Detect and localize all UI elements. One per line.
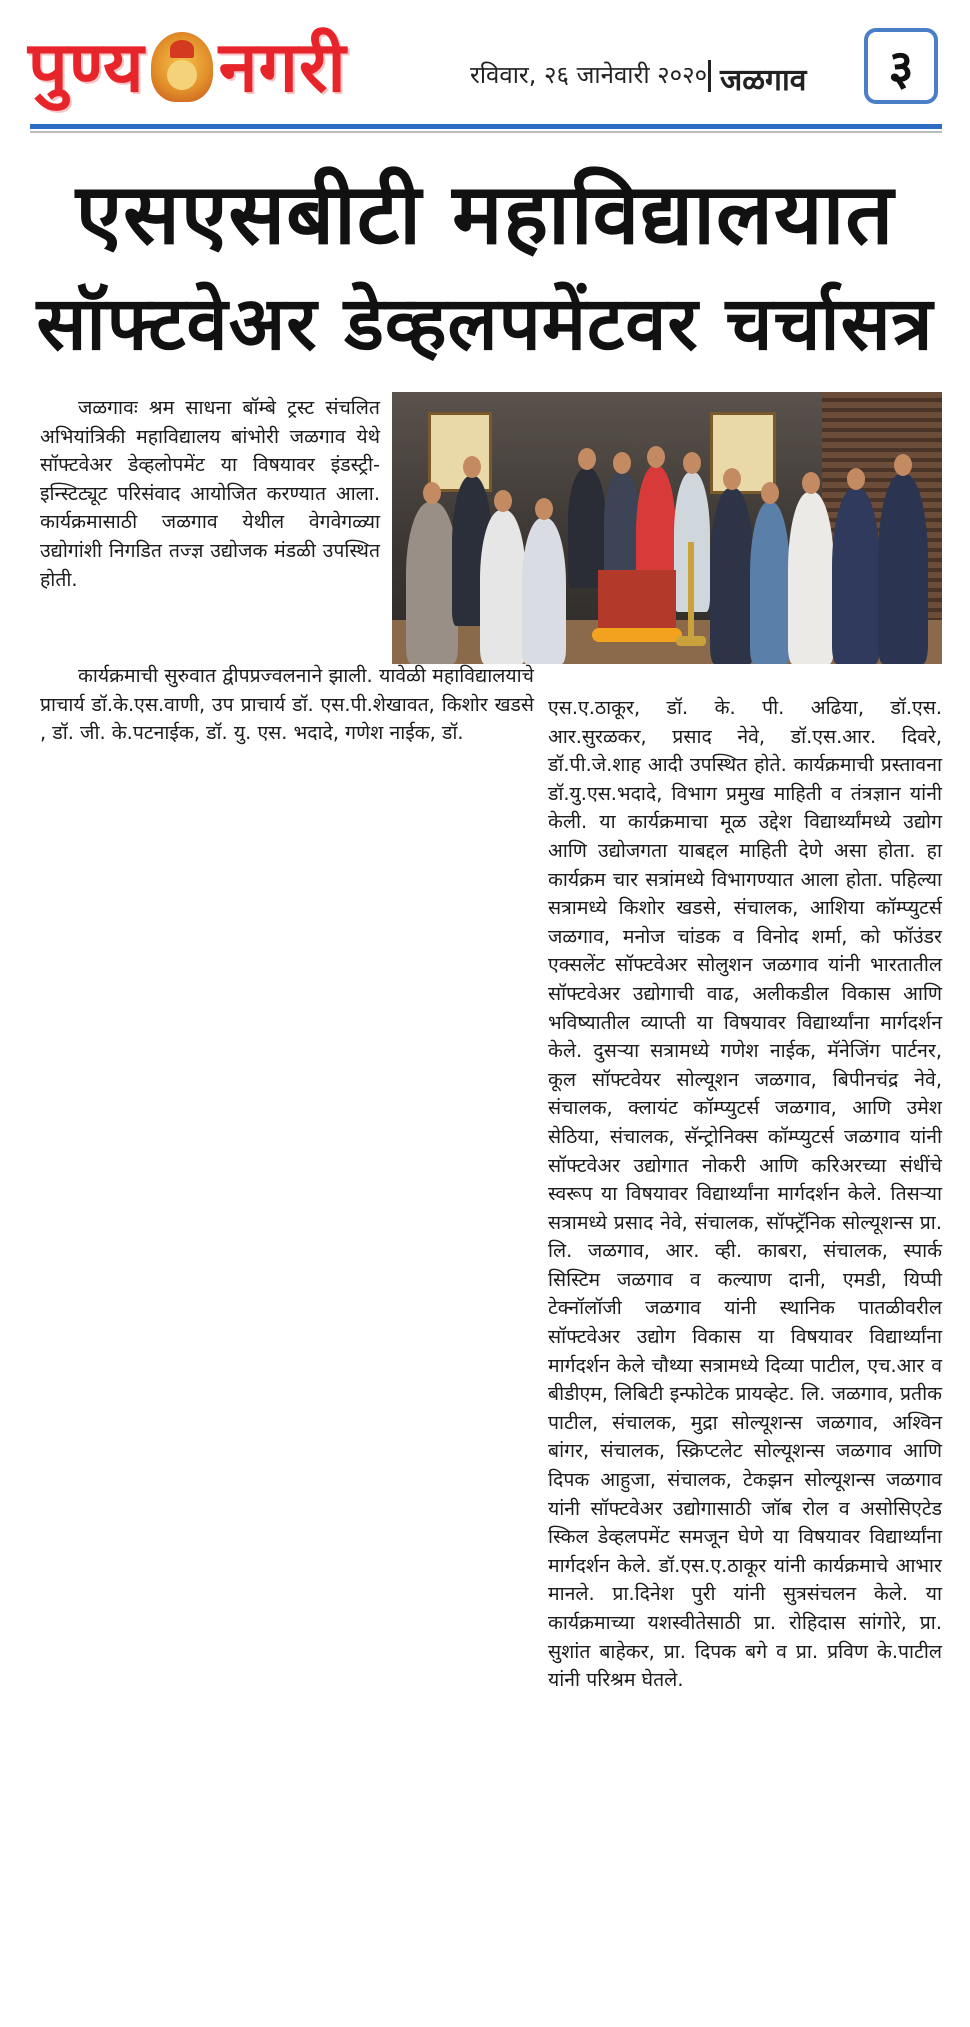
photo-person-head	[723, 468, 741, 490]
logo-text-left: पुण्य	[28, 26, 145, 108]
photo-person-head	[647, 446, 665, 468]
photo-person-head	[535, 498, 553, 520]
photo-person	[750, 502, 790, 664]
article-column-left-top	[40, 394, 380, 594]
newspaper-logo	[28, 22, 347, 112]
photo-person	[788, 492, 834, 664]
masthead	[0, 0, 970, 132]
photo-person-head	[683, 452, 701, 474]
group-photo	[392, 392, 942, 664]
header-rule	[30, 124, 942, 129]
header-rule-thin	[30, 131, 942, 133]
article-paragraph-2: कार्यक्रमाची सुरुवात द्वीपप्रज्वलनाने झाली. यावेळी महाविद्यालयाचे प्राचार्य डॉ.के.एस.वाणी, उप प्राचार्य डॉ. एस.पी.शेखावत, किशोर खडसे , डॉ. जी. के.पटनाईक, डॉ. यु. एस. भदादे, गणेश नाईक, डॉ.	[40, 664, 534, 745]
edition-name: जळगाव	[720, 63, 807, 98]
page-number: ३	[864, 28, 938, 104]
photo-person-head	[578, 448, 596, 470]
dateline: रविवार, २६ जानेवारी २०२०	[470, 61, 708, 89]
article-column-right	[548, 694, 942, 1695]
article-paragraph-2-continued: एस.ए.ठाकूर, डॉ. के. पी. अढिया, डॉ.एस. आर.सुरळकर, प्रसाद नेवे, डॉ.एस.आर. दिवरे, डॉ.पी.जे.शाह आदी उपस्थित होते. कार्यक्रमाची प्रस्तावना डॉ.यु.एस.भदादे, विभाग प्रमुख माहिती व तंत्रज्ञान यांनी केली. या कार्यक्रमाचा मूळ उद्देश विद्यार्थ्यांमध्ये उद्योग आणि उद्योजगता याबद्दल माहिती देणे असा होता. हा कार्यक्रम चार सत्रांमध्ये विभागण्यात आला होता. पहिल्या सत्रामध्ये किशोर खडसे, संचालक, आशिया कॉम्प्युटर्स जळगाव, मनोज चांडक व विनोद शर्मा, को फॉउंडर एक्सलेंट सॉफ्टवेअर सोलुशन जळगाव यांनी भारतातील सॉफ्टवेअर उद्योगाची वाढ, अलीकडील विकास आणि भविष्यातील व्याप्ती या विषयावर विद्यार्थ्यांना मार्गदर्शन केले. दुसऱ्या सत्रामध्ये गणेश नाईक, मॅनेजिंग पार्टनर, कूल सॉफ्टवेयर सोल्यूशन जळगाव, बिपीनचंद्र नेवे, संचालक, क्लायंट कॉम्प्युटर्स जळगाव, आणि उमेश सेठिया, संचालक, सॅन्ट्रोनिक्स कॉम्प्युटर्स जळगाव यांनी सॉफ्टवेअर उद्योगात नोकरी आणि करिअरच्या संधींचे स्वरूप या विषयावर विद्यार्थ्यांना मार्गदर्शन केले. तिसऱ्या सत्रामध्ये प्रसाद नेवे, संचालक, सॉफ्ट्रॅनिक सोल्यूशन्स प्रा. लि. जळगाव, आर. व्ही. काबरा, संचालक, स्पार्क सिस्टिम जळगाव व कल्याण दानी, एमडी, यिप्पी टेक्नॉलॉजी जळगाव यांनी स्थानिक पातळीवरील सॉफ्टवेअर उद्योग विकास या विषयावर विद्यार्थ्यांना मार्गदर्शन केले चौथ्या सत्रामध्ये दिव्या पाटील, एच.आर व बीडीएम, लिबिटी इन्फोटेक प्रायव्हेट. लि. जळगाव, प्रतीक पाटील, संचालक, मुद्रा सोल्यूशन्स जळगाव, अश्विन बांगर, संचालक, स्क्रिप्टलेट सोल्यूशन्स जळगाव आणि दिपक आहुजा, संचालक, टेकझन सोल्यूशन्स जळगाव यांनी सॉफ्टवेअर उद्योगासाठी जॉब रोल व असोसिएटेड स्किल डेव्हलपमेंट समजून घेणे या विषयावर विद्यार्थ्यांना मार्गदर्शन केले. डॉ.एस.ए.ठाकूर यांनी कार्यक्रमाचे आभार मानले. प्रा.दिनेश पुरी यांनी सुत्रसंचलन केले. या कार्यक्रमाच्या यशस्वीतेसाठी प्रा. रोहिदास सांगोरे, प्रा. सुशांत बाहेकर, प्रा. दिपक बगे व प्रा. प्रविण के.पाटील यांनी परिश्रम घेतले.	[548, 696, 942, 1692]
photo-person	[522, 518, 566, 664]
photo-person	[710, 488, 754, 664]
article-paragraph-1: जळगावः श्रम साधना बॉम्बे ट्रस्ट संचलित अभियांत्रिकी महाविद्यालय बांभोरी जळगाव येथे सॉफ्टवेअर डेव्हलोपमेंट या विषयावर इंडस्ट्री-इन्स्टिट्यूट परिसंवाद आयोजित करण्यात आला. कार्यक्रमासाठी जळगाव येथील वेगवेगळ्या उद्योगांशी निगडित तज्ज्ञ उद्योजक मंडळी उपस्थित होती.	[40, 396, 380, 591]
photo-lamp-base	[676, 636, 706, 646]
logo-text-right: नगरी	[218, 26, 347, 108]
photo-person-head	[847, 468, 865, 490]
photo-person-head	[761, 482, 779, 504]
headline-line-2: सॉफ्टवेअर डेव्हलपमेंटवर चर्चासत्र	[36, 281, 934, 367]
photo-person-head	[894, 454, 912, 476]
headline-line-1: एसएसबीटी महाविद्यालयात	[75, 165, 895, 263]
photo-person	[832, 488, 880, 664]
deity-emblem-icon	[151, 32, 213, 102]
article-column-left-bottom	[40, 662, 534, 748]
photo-person-head	[423, 482, 441, 504]
edition-separator	[708, 60, 711, 92]
photo-banner-left	[428, 412, 492, 492]
photo-person	[480, 510, 526, 664]
photo-person-head	[494, 490, 512, 512]
photo-person-head	[802, 472, 820, 494]
photo-person-head	[463, 456, 481, 478]
photo-person	[406, 502, 458, 664]
photo-flower-garland	[592, 628, 682, 642]
photo-person	[604, 472, 640, 584]
photo-person-head	[613, 452, 631, 474]
photo-person	[878, 474, 928, 664]
photo-lamp-icon	[688, 542, 694, 642]
